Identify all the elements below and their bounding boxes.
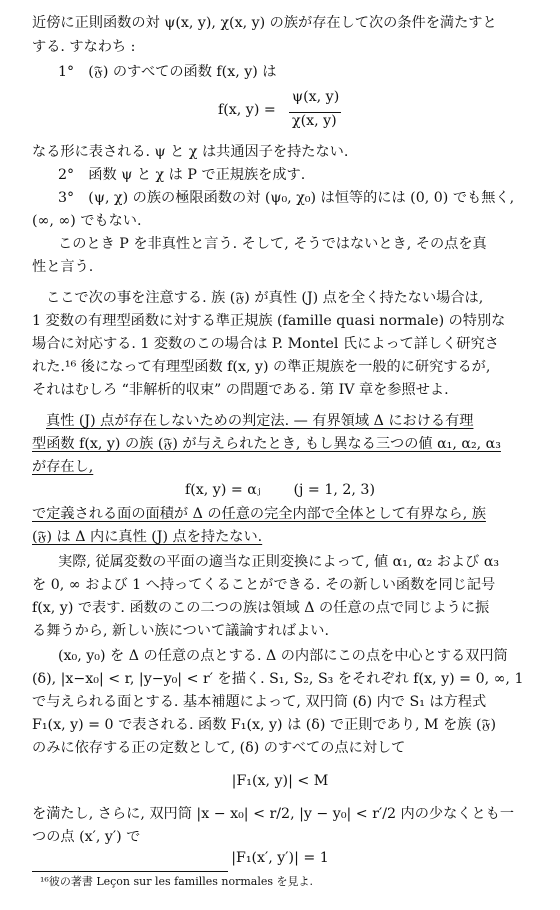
text-line: なる形に表される. ψ と χ は共通因子を持たない.: [32, 144, 349, 160]
formula-denominator: χ(x, y): [292, 113, 337, 129]
formula-numerator: ψ(x, y): [292, 89, 340, 105]
footnote-rule: [32, 871, 228, 872]
text-line: このとき P を非真性と言う. そして, そうではないとき, その点を真: [58, 236, 487, 252]
text-line: f(x, y) で表す. 函数のこの二つの族は領域 Δ の任意の点で同じように振: [32, 600, 490, 616]
text-line: (δ), |x−x₀| < r, |y−y₀| < r′ を描く. S₁, S₂, S₃ をそれぞれ f(x, y) = 0, ∞, 1: [32, 671, 524, 687]
text-line: れた.¹⁶ 後になって有理型函数 f(x, y) の準正規族を一般的に研究するが,: [32, 359, 491, 375]
criterion-heading: 真性 (J) 点が存在しないための判定法. — 有界領域 Δ における有理: [46, 413, 474, 429]
condition-2: 2° 函数 ψ と χ は P で正規族を成す.: [58, 167, 306, 183]
text-line: で定義される面の面積が Δ の任意の完全内部で全体として有界なら, 族: [32, 506, 486, 522]
text-line: 性と言う.: [32, 259, 94, 275]
text-line: が存在し,: [32, 459, 94, 475]
formula-quotient: [0, 89, 560, 139]
text-line: 場合に対応する. 1 変数のこの場合は P. Montel 氏によって詳しく研究さ: [32, 336, 499, 352]
text-line: つの点 (x′, y′) で: [32, 829, 141, 845]
condition-1: 1° (𝔉) のすべての函数 f(x, y) は: [58, 64, 277, 80]
text-line: F₁(x, y) = 0 で表される. 函数 F₁(x, y) は (δ) で正則であり, M を族 (𝔉): [32, 717, 497, 733]
text-line: それはむしろ “非解析的収束” の問題である. 第 IV 章を参照せよ.: [32, 382, 449, 398]
display-equation: f(x, y) = αⱼ (j = 1, 2, 3): [185, 482, 375, 498]
text-line: 近傍に正則函数の対 ψ(x, y), χ(x, y) の族が存在して次の条件を満たすと: [32, 15, 497, 31]
text-line: 実際, 従属変数の平面の適当な正則変換によって, 値 α₁, α₂ および α₃: [58, 554, 500, 570]
text-line: (∞, ∞) でもない.: [32, 213, 142, 229]
condition-3: 3° (ψ, χ) の族の極限函数の対 (ψ₀, χ₀) は恒等的には (0, 0) でも無く,: [58, 190, 515, 206]
text-line: を満たし, さらに, 双円筒 |x − x₀| < r/2, |y − y₀| < r′/2 内の少なくとも一: [32, 806, 515, 822]
text-line: 型函数 f(x, y) の族 (𝔉) が与えられたとき, もし異なる三つの値 α₁, α₂, α₃: [32, 436, 501, 452]
text-line: (𝔉) は Δ 内に真性 (J) 点を持たない.: [32, 529, 263, 545]
formula-lhs: f(x, y) =: [218, 102, 276, 118]
display-inequality: |F₁(x, y)| < M: [231, 773, 329, 789]
footnote: ¹⁶彼の著書 Leçon sur les familles normales を見よ.: [40, 875, 314, 888]
text-line: する. すなわち :: [32, 39, 136, 55]
text-line: ここで次の事を注意する. 族 (𝔉) が真性 (J) 点を全く持たない場合は,: [46, 290, 484, 306]
text-line: 1 変数の有理型函数に対する準正規族 (famille quasi normale) の特別な: [32, 313, 506, 329]
text-line: を 0, ∞ および 1 へ持ってくることができる. その新しい函数を同じ記号: [32, 577, 496, 593]
text-line: (x₀, y₀) を Δ の任意の点とする. Δ の内部にこの点を中心とする双円筒: [58, 648, 508, 664]
text-line: で与えられる面とする. 基本補題によって, 双円筒 (δ) 内で S₁ は方程式: [32, 694, 487, 710]
text-line: る舞うから, 新しい族について議論すればよい.: [32, 623, 329, 639]
display-equation: |F₁(x′, y′)| = 1: [231, 850, 329, 866]
text-line: のみに依存する正の定数として, (δ) のすべての点に対して: [32, 740, 406, 756]
